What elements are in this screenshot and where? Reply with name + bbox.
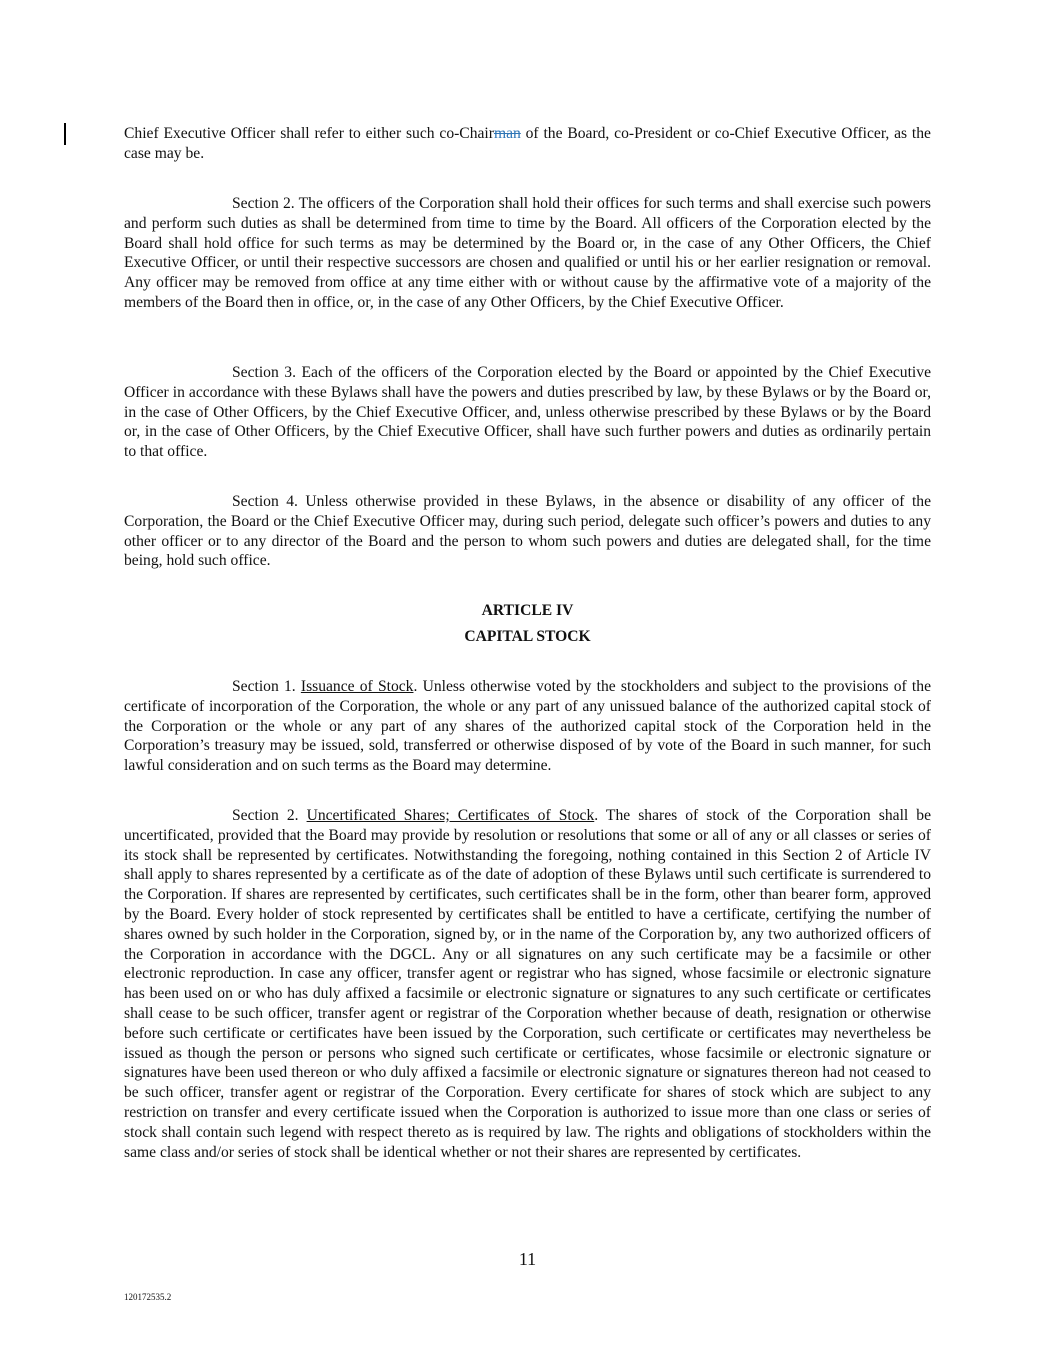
section-body: . The shares of stock of the Corporation shall be uncertificated, provided that the Board may provide by resolution or resolutions that some or all of any or all classes or series of its stock shall be represented by certificates. Notwithstanding the foregoing, nothing contained in this Section 2 of Article IV shall apply to shares represented by a certificate as of the date of adoption of these Bylaws until such certificate is surrendered to the Corporation. If shares are represented by certificates, such certificates shall be in the form, other than bearer form, approved by the Board. Every holder of stock represented by certificates shall be entitled to have a certificate, certifying the number of shares owned by such holder in the Corporation, signed by, or in the name of the Corporation by, any two authorized officers of the Corporation in accordance with the DGCL. Any or all signatures on any such certificate may be a facsimile or other electronic reproduction. In case any officer, transfer agent or registrar who has signed, whose facsimile or electronic signature has been used on or who has duly affixed a facsimile or electronic signature or signatures to any such certificate or certificates shall cease to be such officer, transfer agent or registrar of the Corporation whether because of death, resignation or otherwise before such certificate or certificates have been issued by the Corporation, such certificate or certificates may nevertheless be issued as though the person or persons who signed such certificate or certificates, whose facsimile or electronic signature or signatures have been used thereon or who duly affixed a facsimile or electronic signature or signatures thereon had not ceased to be such officer, transfer agent or registrar of the Corporation. Every certificate for shares of stock which are subject to any restriction on transfer and every certificate issued when the Corporation is authorized to issue more than one class or series of stock shall contain such legend with respect thereto as is required by law. The rights and obligations of stockholders within the same class and/or series of stock shall be identical whether or not their shares are represented by certificates.: [124, 807, 931, 1161]
section-3-paragraph: Section 3. Each of the officers of the Corporation elected by the Board or appointed by the Chief Executive Officer in accordance with these Bylaws shall have the powers and duties prescribed by law, by these Bylaws or by the Board or, in the case of Other Officers, by the Chief Executive Officer, and, unless otherwise prescribed by these Bylaws or by the Board or, in the case of Other Officers, by the Chief Executive Officer, shall have such further powers and duties as ordinarily pertain to that office.: [124, 364, 931, 461]
continuation-paragraph: [124, 124, 931, 164]
continuation-pre: Chief Executive Officer shall refer to either such co-Chair: [124, 125, 494, 142]
section-body: . Unless otherwise voted by the stockholders and subject to the provisions of the certificate of incorporation of the Corporation, the whole or any part of any unissued balance of the authorized capital stock of the Corporation or the whole or any part of any shares of the authorized capital stock of the Corporation held in the Corporation’s treasury may be issued, sold, transferred or otherwise disposed of by vote of the Board in such manner, for such lawful consideration and on such terms as the Board may determine.: [124, 678, 931, 775]
article-number: ARTICLE IV: [481, 602, 574, 619]
continuation-post: of the Board, co-President or co-Chief Executive Officer, as the case may be.: [124, 125, 931, 162]
document-id: 120172535.2: [124, 1292, 172, 1302]
section-label: Section 1.: [232, 678, 301, 695]
article4-section-1-paragraph: [124, 677, 931, 776]
section-label: Section 2.: [232, 807, 307, 824]
revision-change-bar: [64, 123, 66, 145]
page-number: 11: [518, 1249, 537, 1269]
section-2-paragraph: Section 2. The officers of the Corporation shall hold their offices for such terms and shall exercise such powers and perform such duties as shall be determined from time to time by the Board. All officers of the Corporation elected by the Board shall hold office for such terms as may be determined by the Board or, in the case of any Other Officers, the Chief Executive Officer, or until their respective successors are chosen and qualified or until his or her earlier resignation or removal. Any officer may be removed from office at any time either with or without cause by the affirmative vote of a majority of the members of the Board then in office, or, in the case of any Other Officers, by the Chief Executive Officer.: [124, 195, 931, 311]
section-4-paragraph: Section 4. Unless otherwise provided in these Bylaws, in the absence or disability of any officer of the Corporation, the Board or the Chief Executive Officer may, during such period, delegate such officer’s powers and duties to any other officer or to any director of the Board and the person to whom such powers and duties are delegated shall, for the time being, hold such office.: [124, 493, 931, 570]
article4-section-2-paragraph: [124, 806, 931, 1162]
section-heading: Issuance of Stock: [300, 678, 414, 695]
section-heading: Uncertificated Shares; Certificates of Stock: [306, 807, 595, 824]
deleted-text: man: [493, 125, 521, 142]
article-title: CAPITAL STOCK: [464, 628, 591, 645]
